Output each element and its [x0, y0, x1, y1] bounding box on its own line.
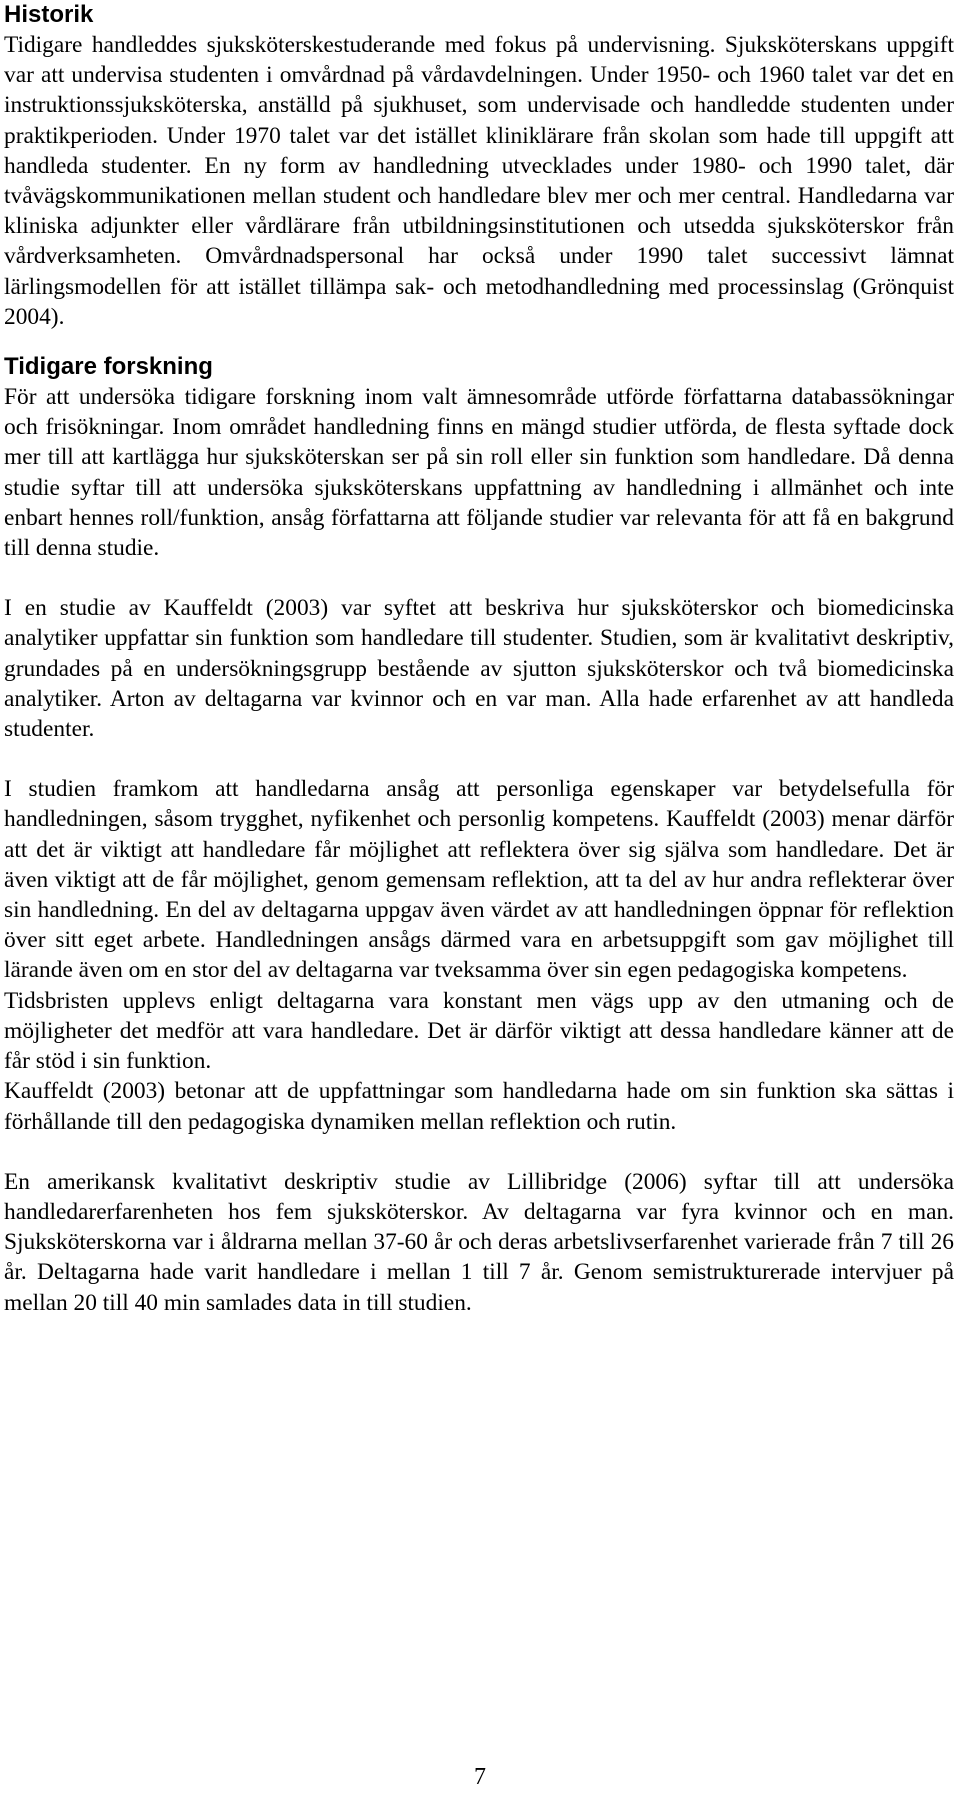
paragraph-kauffeldt-betonar: Kauffeldt (2003) betonar att de uppfattningar som handledarna hade om sin funktion ska sättas i förhållande till den pedagogiska dynamiken mellan reflektion och rutin.: [4, 1078, 954, 1135]
paragraph-lillibridge-study: En amerikansk kvalitativt deskriptiv studie av Lillibridge (2006) syftar till att undersöka handledarerfarenheten hos fem sjuksköterskor. Av deltagarna var fyra kvinnor och en man. Sjuksköterskorna var i åldrarna mellan 37-60 år och deras arbetslivserfarenhet varierade från 7 till 26 år. Deltagarna hade varit handledare i mellan 1 till 7 år. Genom semistrukturerade intervjuer på mellan 20 till 40 min samlades data in till studien.: [4, 1168, 954, 1316]
paragraph-kauffeldt-findings: I studien framkom att handledarna ansåg att personliga egenskaper var betydelsefulla för handledningen, såsom trygghet, nyfikenhet och personlig kompetens. Kauffeldt (2003) menar därför att det är viktigt att handledare får möjlighet att reflektera över sig själva som handledare. Det är även viktigt att de får möjlighet, genom gemensam reflektion, att ta del av hur andra reflekterar över sin handledning. En del av deltagarna uppgav även värdet av att handledningen öppnar för reflektion över sitt eget arbete. Handledningen ansågs därmed vara en arbetsuppgift som gav möjlighet till lärande även om en stor del av deltagarna var tveksamma över sin egen pedagogiska kompetens.: [4, 776, 954, 984]
page-number: 7: [474, 1764, 486, 1790]
paragraph-kauffeldt-study: I en studie av Kauffeldt (2003) var syftet att beskriva hur sjuksköterskor och biomedicinska analytiker uppfattar sin funktion som handledare till studenter. Studien, som är kvalitativt deskriptiv, grundades på en undersökningsgrupp bestående av sjutton sjuksköterskor och två biomedicinska analytiker. Arton av deltagarna var kvinnor och en var man. Alla hade erfarenhet av att handleda studenter.: [4, 595, 954, 743]
section-heading-tidigare-forskning: Tidigare forskning: [4, 353, 213, 381]
paragraph-forskning-intro: För att undersöka tidigare forskning inom valt ämnesområde utförde författarna databassökningar och frisökningar. Inom området handledning finns en mängd studier utförda, de flesta syftade dock mer till att kartlägga hur sjuksköterskan ser på sin roll eller sin funktion som handledare. Då denna studie syftar till att undersöka sjuksköterskans uppfattning av handledning i allmänhet och inte enbart hennes roll/funktion, ansåg författarna att följande studier var relevanta för att få en bakgrund till denna studie.: [4, 384, 954, 562]
paragraph-historik: Tidigare handleddes sjuksköterskestuderande med fokus på undervisning. Sjuksköterskans uppgift var att undervisa studenten i omvårdnad på vårdavdelningen. Under 1950- och 1960 talet var det en instruktionssjuksköterska, anställd på sjukhuset, som undervisade och handledde studenten under praktikperioden. Under 1970 talet var det istället kliniklärare från skolan som hade till uppgift att handleda studenter. En ny form av handledning utvecklades under 1980- och 1990 talet, där tvåvägskommunikationen mellan student och handledare blev mer och mer central. Handledarna var kliniska adjunkter eller vårdlärare från utbildningsinstitutionen och utsedda sjuksköterskor från vårdverksamheten. Omvårdnadspersonal har också under 1990 talet successivt lämnat lärlingsmodellen för att istället tillämpa sak- och metodhandledning med processinslag (Grönquist 2004).: [4, 32, 954, 330]
section-heading-historik: Historik: [4, 1, 94, 28]
paragraph-tidsbristen: Tidsbristen upplevs enligt deltagarna vara konstant men vägs upp av den utmaning och de möjligheter det medför att vara handledare. Det är därför viktigt att dessa handledare känner att de får stöd i sin funktion.: [4, 987, 954, 1075]
document-page: [4, 0, 954, 1318]
